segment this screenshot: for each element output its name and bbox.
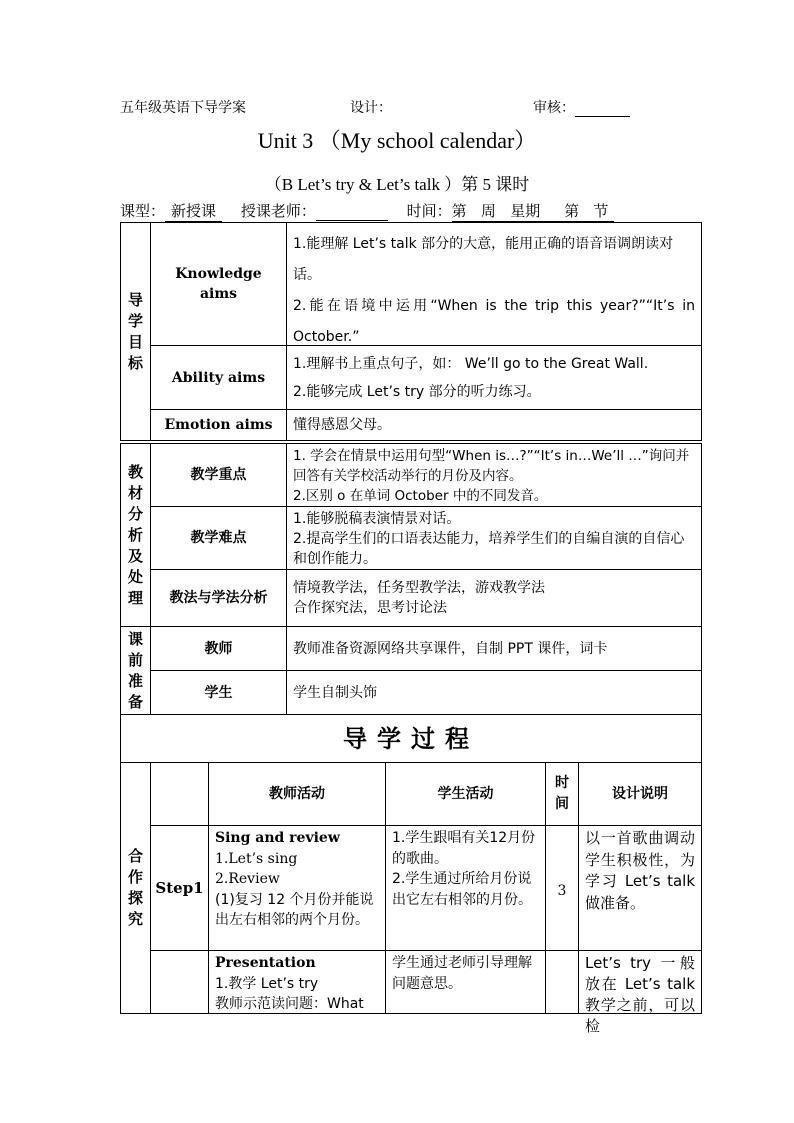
step1-teacher-title: Sing and review (215, 830, 340, 846)
aims-section-label: 导学目标 (120, 222, 151, 441)
knowledge-aim-1: 1.能理解 Let’s talk 部分的大意，能用正确的语音语调朗读对话。 (293, 236, 674, 283)
key-point-1: 1. 学会在情景中运用句型“When is…?”“It’s in…We’ll …”询问并回答有关学校活动举行的月份及内容。 (293, 448, 690, 484)
step2-time (545, 950, 579, 1014)
type-value: 新授课 (165, 200, 222, 222)
difficult-points-content (286, 506, 702, 570)
process-title: 导学过程 (120, 714, 702, 763)
step1-time: 3 (545, 825, 579, 951)
step2-teacher-activity (208, 950, 386, 1014)
knowledge-aims-content (286, 222, 702, 346)
knowledge-aim-2: 2.能在语境中运用“When is the trip this year?”“It’s in October.” (293, 298, 695, 345)
col-student-activity: 学生活动 (385, 762, 546, 826)
time-value: 第 周 星期 第 节 (452, 200, 615, 222)
difficult-point-1: 1.能够脱稿表演情景对话。 (293, 511, 461, 527)
teacher-blank (316, 202, 388, 221)
difficult-point-2: 2.提高学生们的口语表达能力，培养学生们的自编自演的自信心和创作能力。 (293, 531, 685, 567)
type-label: 课型： (120, 202, 166, 220)
step1-teacher-activity (208, 825, 386, 951)
step1-student-activity (385, 825, 546, 951)
col-teacher-activity: 教师活动 (208, 762, 386, 826)
col-time: 时间 (545, 762, 579, 826)
step2-label (150, 950, 209, 1014)
ability-aims-label: Ability aims (150, 345, 287, 410)
step1-student-1: 1.学生跟唱有关12月份的歌曲。 (392, 830, 536, 867)
process-section-label: 合作探究 (120, 762, 151, 1014)
ability-aims-content (286, 345, 702, 410)
step1-teacher-3: (1)复习 12 个月份并能说出左右相邻的两个月份。 (215, 891, 374, 928)
time-label: 时间： (406, 202, 452, 220)
step2-student-activity: 学生通过老师引导理解问题意思。 (385, 950, 546, 1014)
step2-teacher-2: 教师示范读问题：What (215, 996, 364, 1012)
header-grade: 五年级英语下导学案 (120, 100, 246, 116)
step2-teacher-title: Presentation (215, 955, 316, 971)
step1-student-2: 2.学生通过所给月份说出它左右相邻的月份。 (392, 871, 532, 908)
method-label: 教法与学法分析 (150, 569, 287, 627)
difficult-points-label: 教学难点 (150, 506, 287, 570)
key-points-content (286, 443, 702, 507)
key-point-2: 2.区别 o 在单词 October 中的不同发音。 (293, 488, 548, 504)
step1-design-notes: 以一首歌曲调动学生积极性，为学习 Let’s talk 做准备。 (578, 825, 702, 951)
header-review (533, 97, 630, 117)
ability-aim-2: 2.能够完成 Let’s try 部分的听力练习。 (293, 384, 541, 400)
key-points-label: 教学重点 (150, 443, 287, 507)
step1-teacher-1: 1.Let’s sing (215, 850, 298, 867)
step1-teacher-2: 2.Review (215, 871, 280, 887)
prep-student-content: 学生自制头饰 (286, 670, 702, 715)
teacher-label: 授课老师： (240, 202, 316, 220)
analysis-section-label: 教材分析及处理 (120, 443, 151, 627)
lesson-meta (120, 200, 614, 222)
prep-teacher-content: 教师准备资源网络共享课件，自制 PPT 课件，词卡 (286, 626, 702, 671)
step2-design-notes: Let’s try 一般放在 Let’s talk 教学之前，可以检 (578, 950, 702, 1014)
page-subtitle: （B Let’s try & Let’s talk ）第 5 课时 (264, 175, 530, 194)
step1-label: Step1 (150, 825, 209, 951)
prep-student-label: 学生 (150, 670, 287, 715)
emotion-aims-content: 懂得感恩父母。 (286, 409, 702, 441)
header-review-blank (575, 100, 630, 117)
header-review-label: 审核： (533, 100, 575, 116)
method-content (286, 569, 702, 627)
prep-teacher-label: 教师 (150, 626, 287, 671)
emotion-aims-label: Emotion aims (150, 409, 287, 441)
ability-aim-1: 1.理解书上重点句子，如： We’ll go to the Great Wall. (293, 356, 649, 372)
method-1: 情境教学法，任务型教学法，游戏教学法 (293, 580, 545, 596)
step-header-blank (150, 762, 209, 826)
prep-section-label: 课前准备 (120, 626, 151, 715)
header-design-label: 设计： (350, 100, 392, 116)
page-title: Unit 3 （My school calendar） (257, 128, 537, 153)
step2-teacher-1: 1.教学 Let’s try (215, 975, 319, 992)
col-design-notes: 设计说明 (578, 762, 702, 826)
knowledge-aims-label: Knowledge aims (150, 222, 287, 346)
method-2: 合作探究法，思考讨论法 (293, 600, 447, 616)
